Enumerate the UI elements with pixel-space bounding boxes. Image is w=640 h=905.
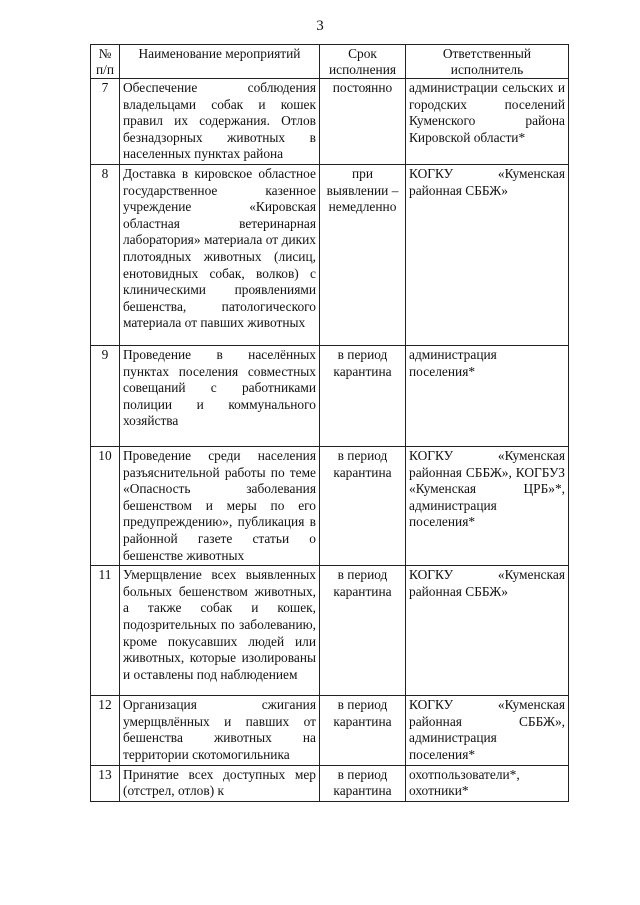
row-number: 11 bbox=[91, 566, 120, 696]
table-header-row bbox=[91, 45, 569, 79]
row-responsible: КОГКУ «Куменская районная СББЖ», КОГБУЗ «Куменская ЦРБ»*, администрация поселения* bbox=[406, 446, 569, 565]
row-measure-name: Обеспечение соблюдения владельцами собак и кошек правил их содержания. Отлов безнадзорных животных в населенных пунктах района bbox=[120, 79, 320, 165]
header-responsible: Ответственный исполнитель bbox=[406, 45, 569, 79]
page-number: 3 bbox=[316, 18, 324, 34]
row-deadline: в период карантина bbox=[320, 446, 406, 565]
row-deadline: постоянно bbox=[320, 79, 406, 165]
row-number: 8 bbox=[91, 164, 120, 345]
table-row bbox=[91, 345, 569, 446]
row-responsible: КОГКУ «Куменская районная СББЖ» bbox=[406, 566, 569, 696]
row-measure-name: Организация сжигания умерщвлённых и павших от бешенства животных на территории скотомогильника bbox=[120, 696, 320, 765]
table-row bbox=[91, 164, 569, 345]
row-deadline: в период карантина bbox=[320, 566, 406, 696]
measures-table bbox=[90, 44, 569, 802]
row-deadline: в период карантина bbox=[320, 765, 406, 801]
table-row bbox=[91, 696, 569, 765]
row-number: 10 bbox=[91, 446, 120, 565]
table-row bbox=[91, 566, 569, 696]
row-responsible: КОГКУ «Куменская районная СББЖ» bbox=[406, 164, 569, 345]
row-measure-name: Проведение в населённых пунктах поселения совместных совещаний с работниками полиции и коммунального хозяйства bbox=[120, 345, 320, 446]
row-responsible: администрация поселения* bbox=[406, 345, 569, 446]
row-responsible: охотпользователи*, охотники* bbox=[406, 765, 569, 801]
row-number: 13 bbox=[91, 765, 120, 801]
row-measure-name: Умерщвление всех выявленных больных бешенством животных, а также собак и кошек, подозрительных по заболеванию, кроме покусавших людей или животных, которые изолированы и оставлены под наблюдением bbox=[120, 566, 320, 696]
row-number: 7 bbox=[91, 79, 120, 165]
row-number: 9 bbox=[91, 345, 120, 446]
table-row bbox=[91, 765, 569, 801]
row-deadline: в период карантина bbox=[320, 345, 406, 446]
row-number: 12 bbox=[91, 696, 120, 765]
header-deadline: Срок исполнения bbox=[320, 45, 406, 79]
header-number: № п/п bbox=[91, 45, 120, 79]
table-row bbox=[91, 446, 569, 565]
row-deadline: в период карантина bbox=[320, 696, 406, 765]
table-row bbox=[91, 79, 569, 165]
row-measure-name: Доставка в кировское областное государственное казенное учреждение «Кировская областная ветеринарная лаборатория» материала от диких плотоядных животных (лисиц, енотовидных собак, волков) с клиническими проявлениями бешенства, патологического материала от павших животных bbox=[120, 164, 320, 345]
row-measure-name: Принятие всех доступных мер (отстрел, отлов) к bbox=[120, 765, 320, 801]
row-deadline: при выявлении – немедленно bbox=[320, 164, 406, 345]
row-responsible: администрации сельских и городских поселений Куменского района Кировской области* bbox=[406, 79, 569, 165]
row-responsible: КОГКУ «Куменская районная СББЖ», администрация поселения* bbox=[406, 696, 569, 765]
row-measure-name: Проведение среди населения разъяснительной работы по теме «Опасность заболевания бешенством и меры по его предупреждению», публикация в районной газете статьи о бешенстве животных bbox=[120, 446, 320, 565]
header-measure-name: Наименование мероприятий bbox=[120, 45, 320, 79]
